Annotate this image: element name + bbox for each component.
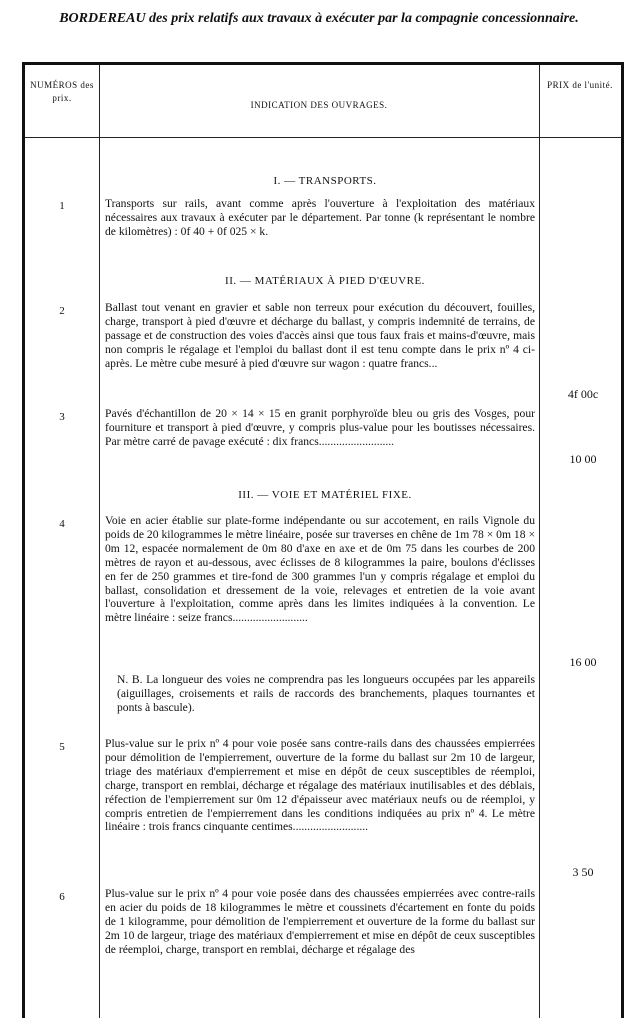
item-description: Voie en acier établie sur plate-forme indépendante ou sur accotement, en rails Vignole du poids de 20 kilogrammes le mètre linéaire, posée sur traverses en chêne de 1m 78 × 0m 18 × 0m 12, espacée normalement de 0m 80 d'axe en axe et de 0m 75 dans les courbes de 200 mètres de rayon et au-dessous, avec éclisses de 8 kilogrammes la paire, boulons d'éclisses en fer de 250 grammes et tire-fond de 300 grammes l'un y compris régalage et emploi du ballast, consolidation et dressement de la voie, relevages et entretien de la voie avant l'ouverture à l'exploitation, comme après dans les limites indiquées à la convention. Le mètre linéaire : seize francs.......................... [105,514,535,625]
header-divider [25,137,621,138]
item-number: 4 [59,518,65,530]
header-unit-price: PRIX de l'unité. [547,80,613,90]
item-description: Plus-value sur le prix nº 4 pour voie posée sans contre-rails dans des chaussées empierrées pour démolition de l'empierrement, ouverture de la forme du ballast sur 2m 10 de largeur, triage des matériaux d'empierrement et mise en dépôt de ceux susceptibles de réemploi, charge, transport en remblai, décharge et régalage des matériaux inutilisables et des déblais, réfection de l'empierrement sur 0m 12 d'épaisseur avec matériaux neufs ou de réemploi, y compris entretien de l'empierrement dans les conditions indiquées au prix nº 4. Le mètre linéaire : trois francs cinquante centimes.......................... [105,737,535,834]
header-numbers: NUMÉROS des prix. [30,80,94,103]
section-heading: III. — VOIE ET MATÉRIEL FIXE. [238,489,412,501]
item-number: 1 [59,200,65,212]
price-table [22,62,624,1018]
column-divider-right [539,65,540,1018]
item-price: 4f 00c [567,387,599,401]
item-price: 3 50 [572,865,594,879]
page-title: BORDEREAU des prix relatifs aux travaux à exécuter par la compagnie concessionnaire. [59,11,579,26]
section-heading: II. — MATÉRIAUX À PIED D'ŒUVRE. [225,275,425,287]
item-price: 16 00 [569,655,597,669]
item-price: 10 00 [569,452,597,466]
column-divider-left [99,65,100,1018]
item-number: 5 [59,741,65,753]
section-heading: I. — TRANSPORTS. [273,175,377,187]
item-description: Ballast tout venant en gravier et sable non terreux pour exécution du découvert, fouilles, charge, transport à pied d'œuvre et décharge du ballast, y compris indemnité de terrains, de passage et de construction des voies d'accès ainsi que tous faux frais et mains-d'œuvre, mais non compris le régalage et l'emploi du ballast dont il est tenu compte dans le prix nº 4 ci-après. Le mètre cube mesuré à pied d'œuvre sur wagon : quatre francs... [105,301,535,370]
item-number: 2 [59,305,65,317]
item-note: N. B. La longueur des voies ne comprendra pas les longueurs occupées par les appareils (aiguillages, croisements et rails de raccords des branchements, plaques tournantes et ponts à bascule). [117,673,535,714]
item-number: 6 [59,891,65,903]
item-description: Plus-value sur le prix nº 4 pour voie posée dans des chaussées empierrées avec contre-rails en acier du poids de 18 kilogrammes le mètre et coussinets d'écartement en fonte du poids de 1 kilogramme, pour démolition de l'empierrement et ouverture de la forme du ballast sur 2m 10 de largeur, triage des matériaux d'empierrement et mise en dépôt de ceux susceptibles de réemploi, charge, transport en remblai, décharge et régalage des [105,887,535,956]
item-description: Transports sur rails, avant comme après l'ouverture à l'exploitation des matériaux nécessaires aux travaux à exécuter par le département. Par tonne (k représentant le nombre de kilomètres) : 0f 40 + 0f 025 × k. [105,197,535,238]
item-number: 3 [59,411,65,423]
item-description: Pavés d'échantillon de 20 × 14 × 15 en granit porphyroïde bleu ou gris des Vosges, pour fourniture et transport à pied d'œuvre, y compris plus-value pour les boutisses nécessaires. Par mètre carré de pavage exécuté : dix francs.......................... [105,407,535,448]
header-description: INDICATION DES OUVRAGES. [250,100,388,110]
